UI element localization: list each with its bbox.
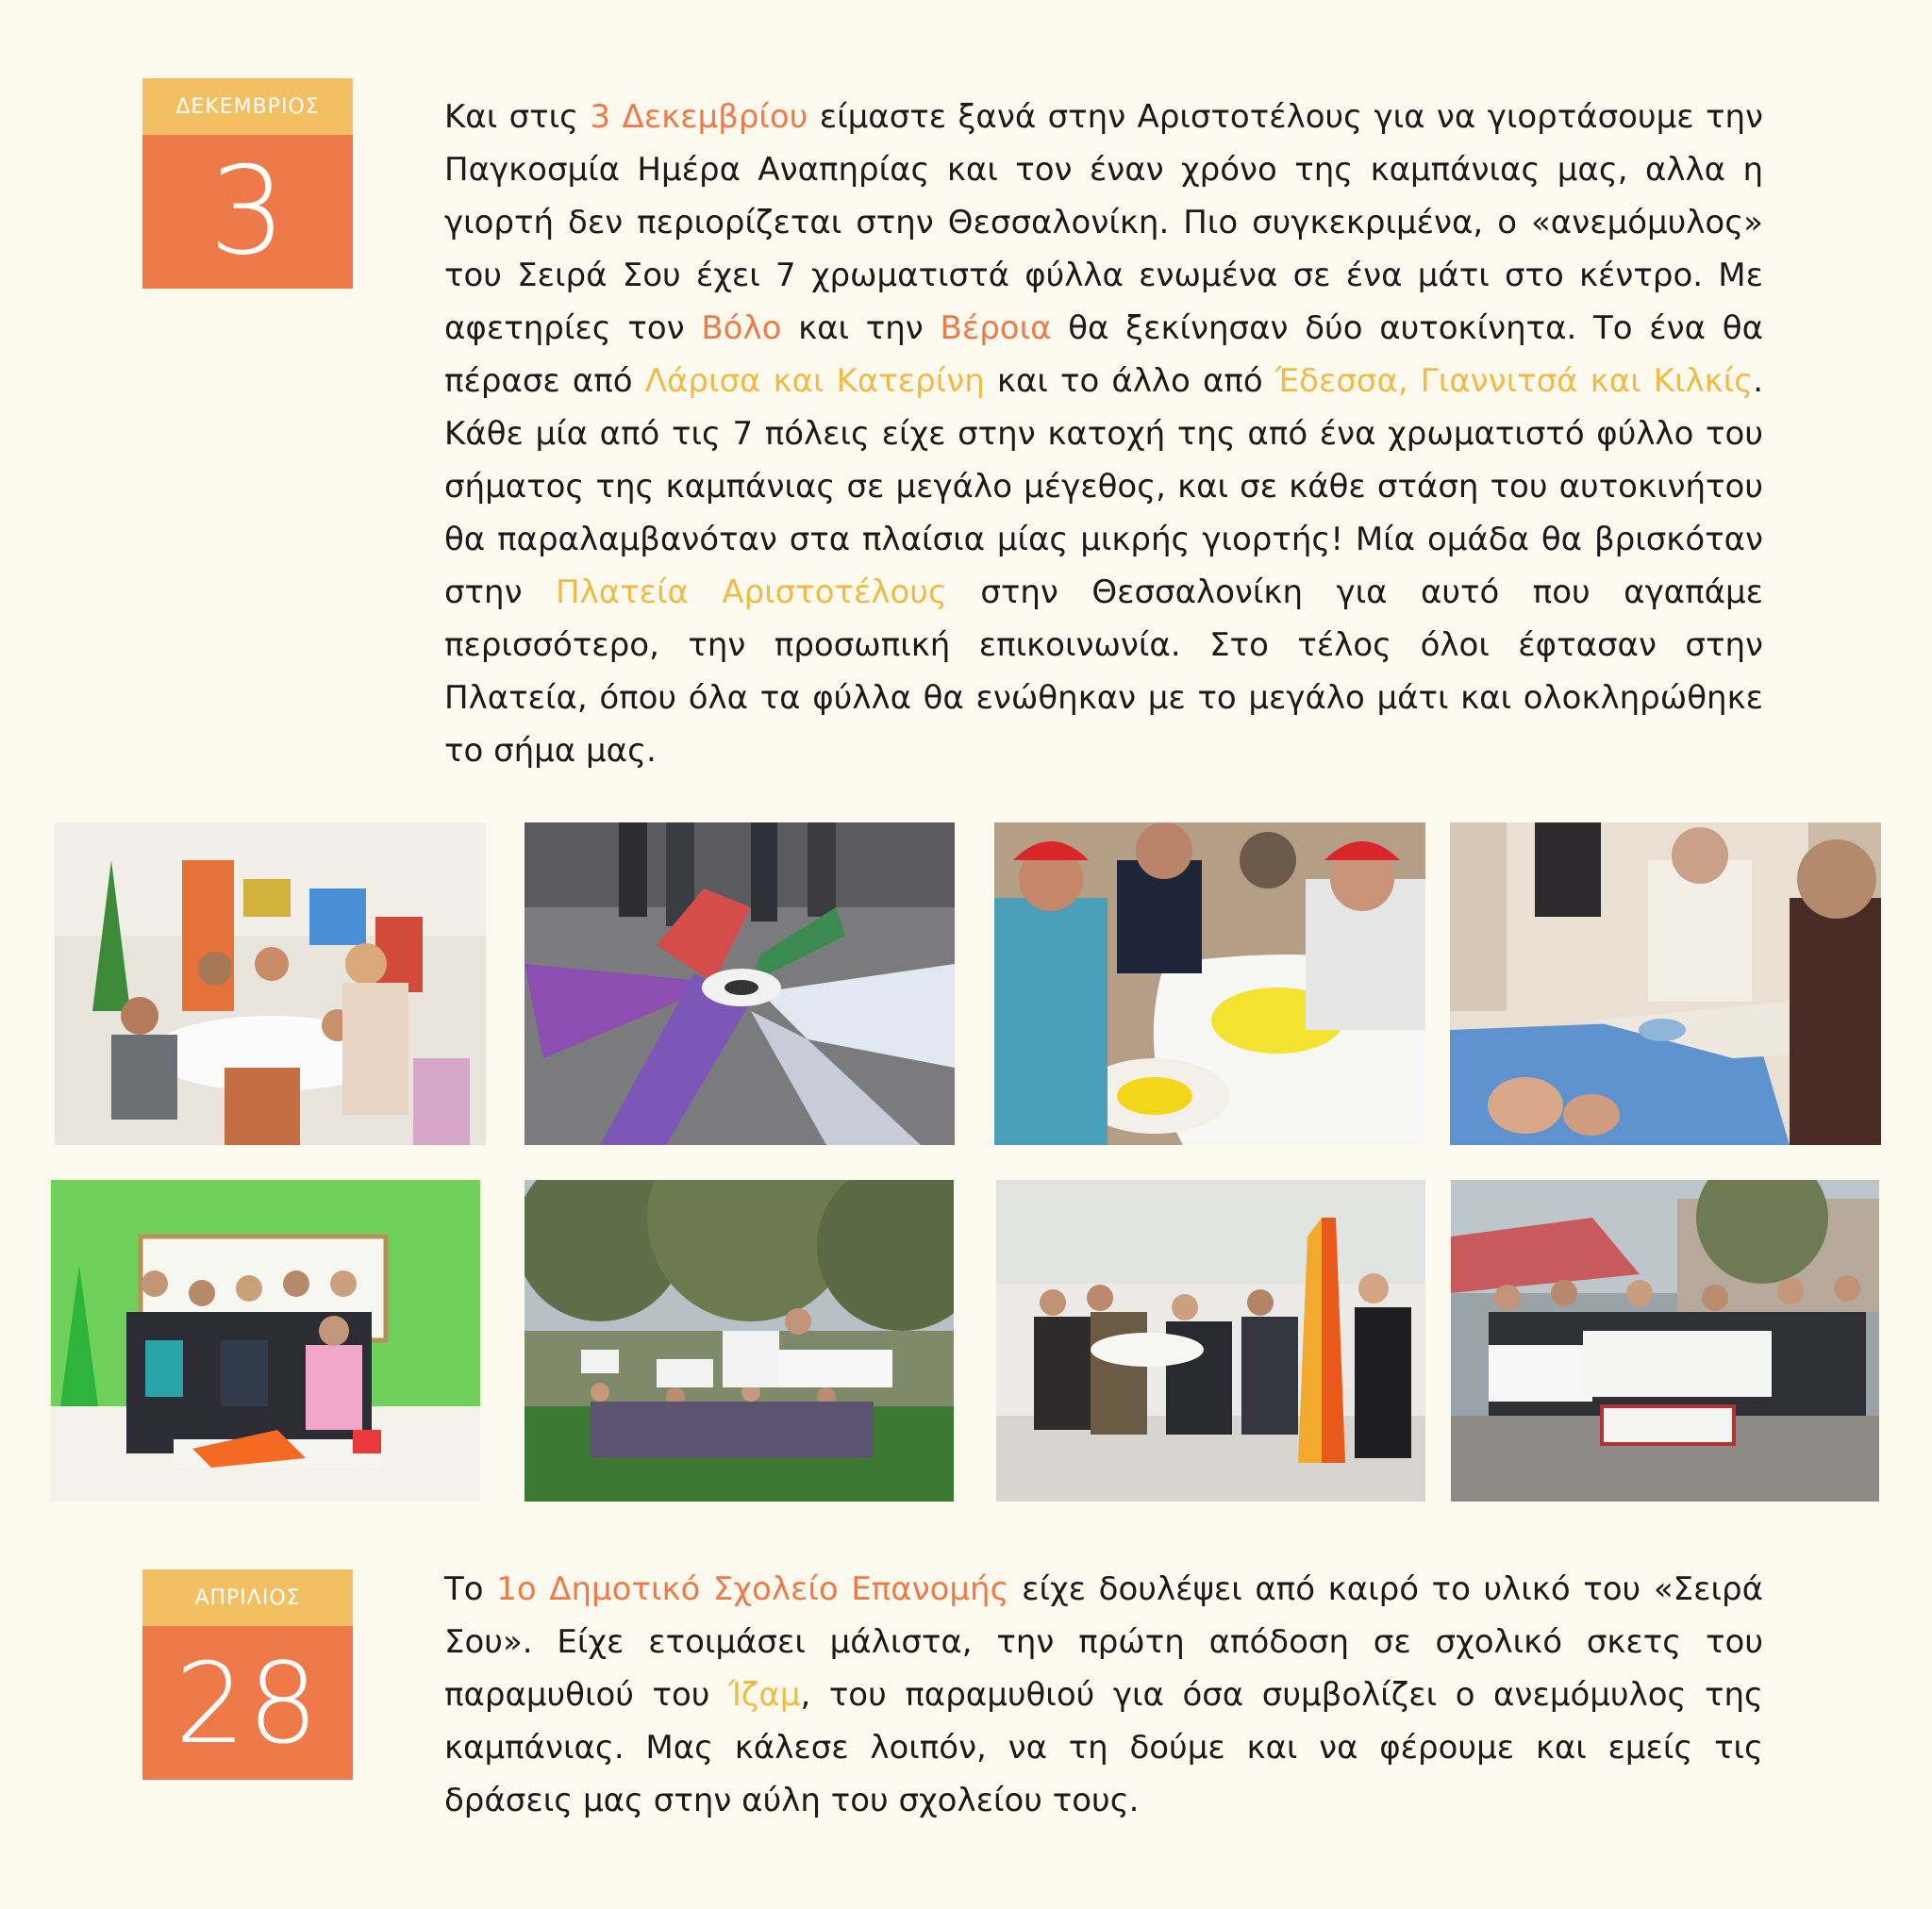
schoolyard-letter-signs-photo [525,1180,954,1502]
paragraph-text: Και στις [444,98,591,136]
painting-yellow-leaf-photo [994,822,1425,1145]
painting-blue-leaf-photo [1450,822,1881,1145]
outdoor-group-with-posters-photo [1451,1180,1879,1502]
classroom-children-crafts-photo [55,822,486,1145]
highlighted-text: 1ο Δημοτικό Σχολείο Επανομής [496,1570,1009,1608]
paragraph-december [444,91,1763,777]
calendar-april [142,1569,353,1780]
highlighted-text: Λάρισα και Κατερίνη [644,362,985,400]
paragraph-text: Το [444,1570,497,1608]
paragraph-text: είχε δουλέψει από καιρό το υλικό του «Σειρά Σου». Είχε ετοιμάσει μάλιστα, την πρώτη απόδοση σε σχολικό σκετς του παραμυθιού του [444,1570,1763,1714]
paragraph-text: και την [781,309,941,347]
highlighted-text: Πλατεία Αριστοτέλους [556,573,947,611]
paragraph-text: είμαστε ξανά στην Αριστοτέλους για να γιορτάσουμε την Παγκοσμία Ημέρα Αναπηρίας και τον έναν χρόνο της καμπάνιας μας, αλλα η γιορτή δεν περιορίζεται στην Θεσσαλονίκη. Πιο συγκεκριμένα, ο «ανεμόμυλος» του Σειρά Σου έχει 7 χρωματιστά φύλλα ενωμένα σε ένα μάτι στο κέντρο. Με αφετηρίες τον [444,98,1764,347]
calendar-day: 3 [142,135,353,289]
class-group-green-wall-photo [51,1180,480,1502]
highlighted-text: Βόλο [701,309,782,347]
calendar-month: ΔΕΚΕΜΒΡΙΟΣ [142,78,353,135]
calendar-month: ΑΠΡΙΛΙΟΣ [142,1569,353,1626]
calendar-december [142,78,353,289]
calendar-day: 28 [142,1626,353,1780]
paragraph-april [444,1563,1763,1827]
paragraph-text: θα ξεκίνησαν δύο αυτοκίνητα. Το ένα θα πέρασε από [444,309,1764,400]
paragraph-text: , του παραμυθιού για όσα συμβολίζει ο ανεμόμυλος της καμπάνιας. Μας κάλεσε λοιπόν, να τη δούμε και να φέρουμε και εμείς τις δράσεις μας στην αύλη του σχολείου τους. [444,1676,1763,1819]
highlighted-text: Ίζαμ [728,1676,801,1714]
highlighted-text: 3 Δεκεμβρίου [590,98,808,136]
highlighted-text: Έδεσσα, Γιαννιτσά και Κιλκίς [1274,362,1754,400]
paragraph-text: και το άλλο από [984,362,1275,400]
paragraph-text: . Κάθε μία από τις 7 πόλεις είχε στην κατοχή της από ένα χρωματιστό φύλλο του σήματος της καμπάνιας σε μεγάλο μέγεθος, και σε κάθε στάση του αυτοκινήτου θα παραλαμβανόταν στα πλαίσια μίας μικρής γιορτής! Μία ομάδα θα βρισκόταν στην [444,362,1763,611]
windmill-leaves-on-pavement-photo [525,822,955,1145]
paragraph-text: στην Θεσσαλονίκη για αυτό που αγαπάμε περισσότερο, την προσωπική επικοινωνία. Στο τέλος όλοι έφτασαν στην Πλατεία, όπου όλα τα φύλλα θα ενώθηκαν με το μεγάλο μάτι και ολοκληρώθηκε το σήμα μας. [444,573,1763,770]
highlighted-text: Βέροια [940,309,1052,347]
group-with-banner-photo [996,1180,1425,1502]
